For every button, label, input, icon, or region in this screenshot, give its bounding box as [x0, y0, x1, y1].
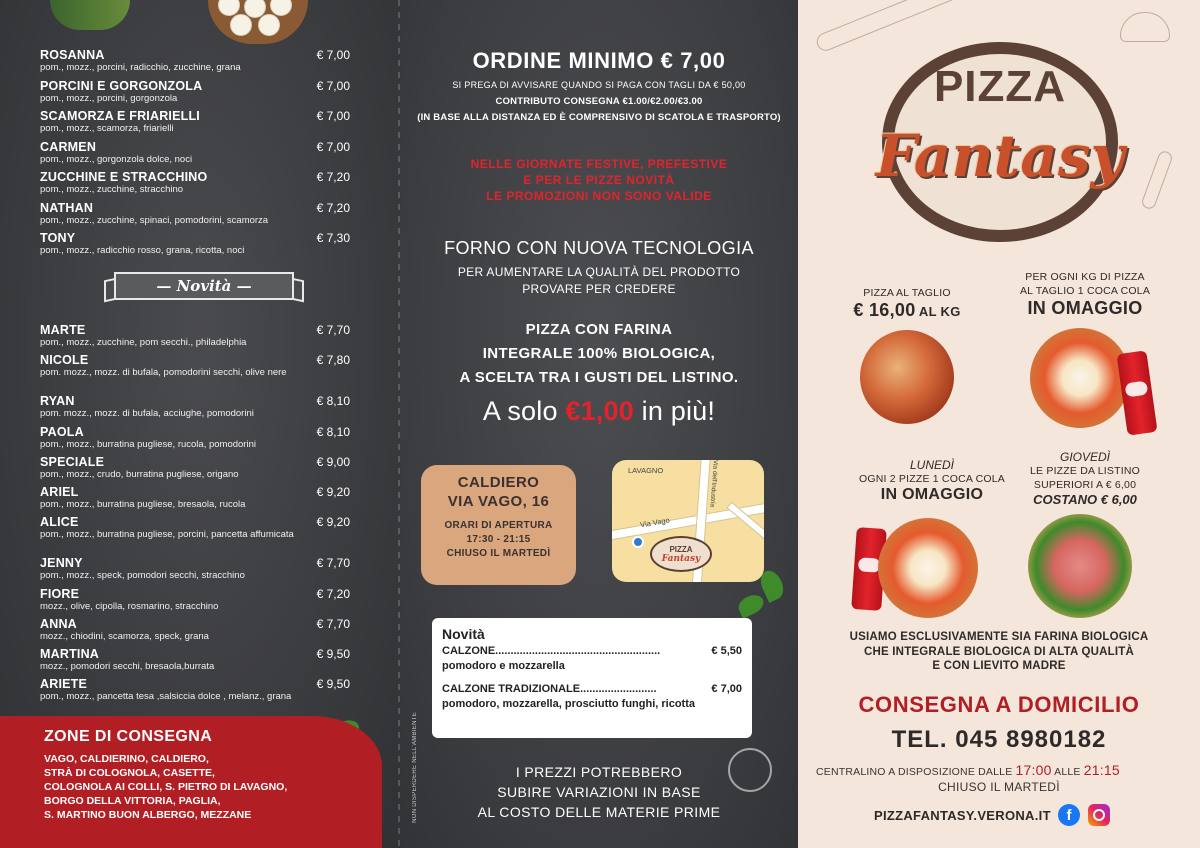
- menu-item-desc: pom., mozz., crudo, burratina pugliese, origano: [40, 468, 239, 480]
- location-map[interactable]: [612, 460, 764, 582]
- menu-item-name: MARTINA: [40, 646, 100, 661]
- logo-fantasy-text: Fantasy: [875, 122, 1125, 190]
- calzone-tradizionale-name: CALZONE TRADIZIONALE.........................: [442, 683, 657, 695]
- call-center-to: 21:15: [1083, 762, 1120, 778]
- delivery-fee-note: (IN BASE ALLA DISTANZA ED È COMPRENSIVO DI SCATOLA E TRASPORTO): [417, 112, 781, 123]
- menu-item: [40, 587, 360, 617]
- menu-item-desc: pom., mozz., gorgonzola dolce, noci: [40, 153, 193, 165]
- home-delivery-title: CONSEGNA A DOMICILIO: [858, 692, 1140, 717]
- flour-line: INTEGRALE 100% BIOLOGICA,: [482, 345, 716, 362]
- novita-ribbon: [104, 268, 304, 304]
- menu-item: [40, 485, 360, 515]
- menu-item-price: € 7,00: [316, 109, 350, 123]
- flour-text: [400, 318, 798, 390]
- menu-item: [40, 394, 360, 424]
- menu-item: [40, 79, 360, 110]
- delivery-fee: CONTRIBUTO CONSEGNA €1.00/€2.00/€3.00: [495, 96, 703, 107]
- calzone-tradizionale-desc: pomodoro, mozzarella, prosciutto funghi, ricotta: [442, 698, 696, 710]
- oven-subtitle-line: PER AUMENTARE LA QUALITÀ DEL PRODOTTO: [457, 265, 741, 279]
- calzone-desc: pomodoro e mozzarella: [442, 660, 565, 672]
- menu-item-desc: pom., mozz., zucchine, pom secchi., philadelphia: [40, 337, 247, 348]
- menu-item-price: € 9,20: [316, 484, 350, 499]
- tomato-sketch-icon: [728, 748, 772, 792]
- menu-item-desc: pom., mozz., speck, pomodori secchi, stracchino: [40, 570, 245, 582]
- menu-item-desc: pom., mozz., scamorza, friarielli: [40, 123, 174, 134]
- menu-item-name: ALICE: [40, 515, 79, 530]
- address-city: CALDIERO: [457, 474, 540, 491]
- call-center-label: CENTRALINO A DISPOSIZIONE DALLE: [816, 766, 1013, 778]
- menu-item-name: ZUCCHINE E STRACCHINO: [40, 170, 208, 184]
- calzone-price: € 5,50: [711, 645, 742, 657]
- menu-item: [40, 353, 360, 394]
- oven-subtitle: [400, 264, 798, 298]
- pizza-slice-image: [860, 330, 954, 424]
- menu-item-price: € 9,50: [316, 677, 350, 692]
- menu-item-price: € 9,20: [316, 515, 350, 530]
- extra-price-suffix: in più!: [633, 396, 716, 426]
- menu-item-desc: mozz., olive, cipolla, rosmarino, stracchino: [40, 600, 219, 612]
- zone-line: VAGO, CALDIERINO, CALDIERO,: [44, 753, 209, 765]
- call-center-from: 17:00: [1015, 762, 1052, 778]
- menu-item-name: ARIEL: [40, 484, 79, 499]
- menu-item-name: ROSANNA: [40, 48, 105, 62]
- menu-item-name: ARIETE: [40, 677, 88, 692]
- menu-item: [40, 556, 360, 586]
- menu-item: [40, 677, 360, 718]
- menu-item-name: JENNY: [40, 556, 83, 571]
- promo-giovedi: [1000, 450, 1170, 507]
- menu-item-desc: mozz., pomodori secchi, bresaola,burrata: [40, 660, 215, 672]
- menu-item-price: € 7,00: [316, 139, 350, 154]
- zone-line: STRÀ DI COLOGNOLA, CASETTE,: [44, 767, 215, 779]
- menu-item-desc: pom., mozz., porcini, gorgonzola: [40, 92, 178, 104]
- organic-note-line: E CON LIEVITO MADRE: [932, 660, 1066, 672]
- minimum-order-title: ORDINE MINIMO € 7,00: [472, 48, 726, 73]
- organic-note-line: CHE INTEGRALE BIOLOGICA DI ALTA QUALITÀ: [864, 645, 1134, 658]
- website-link[interactable]: PIZZAFANTASY.VERONA.IT: [874, 808, 1051, 823]
- zone-line: COLOGNOLA AI COLLI, S. PIETRO DI LAVAGNO,: [44, 781, 288, 793]
- menu-item: [40, 48, 360, 79]
- holiday-note-line: NELLE GIORNATE FESTIVE, PREFESTIVE: [470, 157, 728, 171]
- extra-price-value: €1,00: [565, 396, 634, 426]
- calzone-card-title: Novità: [442, 626, 485, 642]
- menu-item-price: € 7,20: [316, 170, 350, 184]
- holiday-note: [400, 156, 798, 204]
- menu-item-desc: pom., mozz., burratina pugliese, rucola, pomodorini: [40, 438, 256, 450]
- menu-item-name: ANNA: [40, 616, 77, 631]
- menu-item-price: € 7,80: [316, 353, 350, 368]
- oven-title: FORNO CON NUOVA TECNOLOGIA: [444, 238, 754, 258]
- price-variation-line: AL COSTO DELLE MATERIE PRIME: [477, 804, 721, 820]
- menu-list-novita: [40, 323, 360, 718]
- menu-item: [40, 425, 360, 455]
- menu-item: [40, 109, 360, 140]
- menu-item-price: € 9,00: [316, 454, 350, 469]
- menu-item-desc: pom., mozz., zucchine, stracchino: [40, 184, 184, 195]
- call-center-to-label: ALLE: [1054, 766, 1081, 778]
- menu-item-desc: mozz., chiodini, scamorza, speck, grana: [40, 630, 209, 642]
- menu-item: [40, 515, 360, 556]
- delivery-zones-title: ZONE DI CONSEGNA: [44, 728, 213, 745]
- opening-hours: 17:30 - 21:15: [466, 534, 531, 545]
- menu-item-price: € 8,10: [316, 394, 350, 409]
- menu-item: [40, 617, 360, 647]
- map-logo: [650, 536, 712, 572]
- promo-kg-line: PER OGNI KG DI PIZZA: [1025, 271, 1145, 283]
- promo-taglio-label: PIZZA AL TAGLIO: [863, 287, 951, 299]
- holiday-note-line: LE PROMOZIONI NON SONO VALIDE: [486, 189, 712, 203]
- map-label-via-industria: Via dell'Industria: [708, 460, 719, 508]
- menu-item: [40, 140, 360, 171]
- address-box: [421, 465, 576, 585]
- menu-item-name: MARTE: [40, 323, 86, 337]
- menu-item-name: SPECIALE: [40, 454, 105, 469]
- menu-list-classic: [40, 48, 360, 262]
- promo-giovedi-line: SUPERIORI A € 6,00: [1033, 479, 1137, 491]
- promo-giovedi-big: COSTANO € 6,00: [1033, 492, 1137, 507]
- promo-giovedi-day: GIOVEDÌ: [1059, 450, 1110, 464]
- phone-number[interactable]: TEL. 045 8980182: [891, 726, 1107, 753]
- calzone-tradizionale-price: € 7,00: [711, 683, 742, 695]
- delivery-zones-box: [0, 716, 382, 848]
- menu-item-price: € 7,70: [316, 323, 350, 337]
- pizza-margherita-image: [878, 518, 978, 618]
- extra-price-prefix: A solo: [482, 396, 566, 426]
- menu-item-name: TONY: [40, 231, 76, 245]
- map-pin-icon[interactable]: [632, 536, 644, 548]
- promo-lunedi-day: LUNEDÌ: [909, 458, 954, 472]
- menu-item-name: PAOLA: [40, 424, 84, 439]
- organic-flour-note: [798, 630, 1200, 674]
- menu-item-desc: pom., mozz., pancetta tesa ,salsiccia dolce , melanz., grana: [40, 691, 292, 703]
- flour-line: PIZZA CON FARINA: [525, 321, 673, 338]
- closed-day: CHIUSO IL MARTEDÌ: [446, 548, 551, 559]
- menu-item-name: SCAMORZA E FRIARIELLI: [40, 109, 200, 123]
- menu-item-name: RYAN: [40, 394, 75, 409]
- menu-item-price: € 7,70: [316, 556, 350, 571]
- extra-price-line: [400, 396, 798, 427]
- menu-item-name: PORCINI E GORGONZOLA: [40, 78, 203, 93]
- menu-item: [40, 231, 360, 262]
- price-variation-line: I PREZZI POTREBBERO: [515, 764, 683, 780]
- promo-giovedi-line: LE PIZZE DA LISTINO: [1030, 465, 1140, 477]
- call-center-hours: [816, 762, 1120, 778]
- menu-item: [40, 170, 360, 201]
- menu-item-price: € 9,50: [316, 646, 350, 661]
- holiday-note-line: E PER LE PIZZE NOVITÀ: [523, 173, 675, 187]
- facebook-icon[interactable]: f: [1058, 804, 1080, 826]
- menu-item-price: € 7,20: [316, 200, 350, 215]
- promo-lunedi-big: IN OMAGGIO: [880, 486, 984, 503]
- menu-item-price: € 7,00: [316, 48, 350, 62]
- promo-taglio-unit: AL KG: [915, 304, 961, 319]
- flour-line: A SCELTA TRA I GUSTI DEL LISTINO.: [459, 369, 739, 386]
- menu-item-name: NICOLE: [40, 353, 89, 368]
- menu-item-desc: pom., mozz., burratina pugliese, bresaola, rucola: [40, 498, 246, 510]
- menu-item: [40, 323, 360, 353]
- menu-item-desc: pom., mozz., porcini, radicchio, zucchine, grana: [40, 62, 241, 73]
- promo-taglio: [822, 286, 992, 321]
- menu-item-name: CARMEN: [40, 139, 97, 154]
- map-logo-top: PIZZA: [669, 544, 693, 554]
- promo-lunedi-line: OGNI 2 PIZZE 1 COCA COLA: [858, 473, 1005, 485]
- menu-item-price: € 8,10: [316, 424, 350, 439]
- menu-item-desc: pom. mozz., mozz. di bufala, pomodorini secchi, olive nere: [40, 367, 287, 379]
- menu-item-desc: pom., mozz., burratina pugliese, porcini, pancetta affumicata: [40, 529, 294, 541]
- menu-item: [40, 647, 360, 677]
- promo-kg-big: IN OMAGGIO: [1027, 298, 1143, 318]
- map-logo-bottom: Fantasy: [661, 553, 701, 564]
- pizza-fantasy-logo: [860, 42, 1140, 242]
- promo-kg: [1000, 270, 1170, 319]
- menu-item-name: NATHAN: [40, 200, 94, 215]
- zone-line: S. MARTINO BUON ALBERGO, MEZZANE: [44, 809, 252, 821]
- closed-day-note: CHIUSO IL MARTEDÌ: [938, 780, 1060, 794]
- promo-lunedi: [842, 458, 1022, 504]
- opening-hours-label: ORARI DI APERTURA: [444, 520, 553, 531]
- menu-item-price: € 7,30: [316, 231, 350, 245]
- oven-subtitle-line: PROVARE PER CREDERE: [522, 282, 676, 296]
- zone-line: BORGO DELLA VITTORIA, PAGLIA,: [44, 795, 221, 807]
- menu-item-name: FIORE: [40, 586, 80, 601]
- calzone-card: [432, 618, 752, 738]
- novita-ribbon-label: — Novità —: [156, 277, 252, 295]
- menu-item-desc: pom., mozz., zucchine, spinaci, pomodorini, scamorza: [40, 214, 269, 226]
- calzone-name: CALZONE......................................................: [442, 645, 661, 657]
- pizza-prosciutto-image: [1028, 514, 1132, 618]
- menu-item-desc: pom. mozz., mozz. di bufala, acciughe, pomodorini: [40, 408, 254, 420]
- payment-note: SI PREGA DI AVVISARE QUANDO SI PAGA CON TAGLI DA € 50,00: [452, 80, 746, 90]
- promo-taglio-price: € 16,00: [853, 300, 916, 320]
- pizza-margherita-image: [1030, 328, 1130, 428]
- menu-item: [40, 201, 360, 232]
- instagram-icon[interactable]: [1088, 804, 1110, 826]
- address-street: VIA VAGO, 16: [447, 493, 550, 510]
- logo-pizza-text: PIZZA: [933, 62, 1067, 111]
- promo-kg-line: AL TAGLIO 1 COCA COLA: [1019, 285, 1151, 297]
- map-label-lavagno: LAVAGNO: [628, 466, 664, 475]
- environment-note: NON DISPERDERE NELL'AMBIENTE: [412, 712, 418, 823]
- organic-note-line: USIAMO ESCLUSIVAMENTE SIA FARINA BIOLOGICA: [849, 631, 1149, 643]
- menu-item: [40, 455, 360, 485]
- menu-item-price: € 7,00: [316, 78, 350, 93]
- map-label-via-vago: Via Vago: [639, 515, 671, 530]
- price-variation-line: SUBIRE VARIAZIONI IN BASE: [497, 784, 701, 800]
- menu-item-price: € 7,70: [316, 616, 350, 631]
- menu-item-desc: pom., mozz., radicchio rosso, grana, ricotta, noci: [40, 245, 245, 256]
- menu-item-price: € 7,20: [316, 586, 350, 601]
